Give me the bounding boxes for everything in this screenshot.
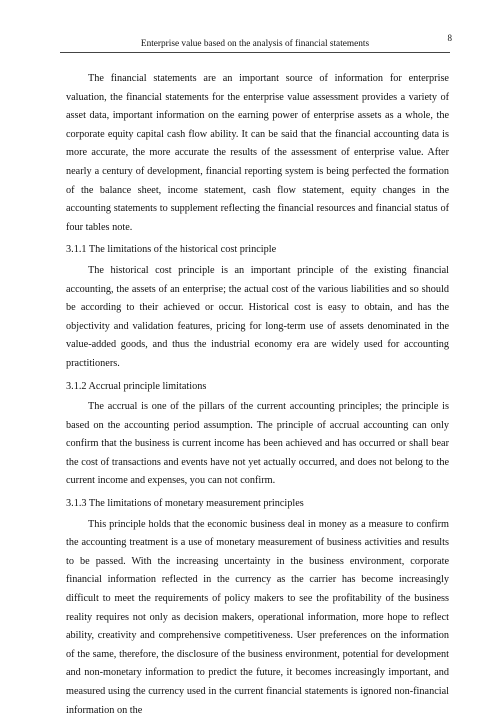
section-heading-historical-cost: 3.1.1 The limitations of the historical cost principle [66,244,277,256]
page-number: 8 [447,33,452,43]
section-heading-accrual: 3.1.2 Accrual principle limitations [66,380,207,392]
section-paragraph-monetary-measurement: This principle holds that the economic business deal in money as a measure to confirm the accounting treatment is a use of monetary measurement of business activities and results to be passed. With the increasing uncertainty in the business environment, corporate financial information reflected in the currency as the carrier has become increasingly difficult to meet the requirements of policy makers to see the profitability of the business reality requires not only as decision makers, operational information, more hope to reflect ability, creativity and comprehensive competitiveness. User preferences on the information of the same, therefore, the disclosure of the business environment, potential for development and non-monetary information to predict the future, it becomes increasingly important, and measured using the currency used in the current financial statements is ignored non-financial information on the [66,518,449,716]
intro-paragraph: The financial statements are an important source of information for enterprise valuation, the financial statements for the enterprise value assessment provides a variety of asset data, important information on the earning power of enterprise assets as a whole, the corporate equity capital cash flow ability. It can be said that the financial accounting data is more accurate, the more accurate the results of the assessment of enterprise value. After nearly a century of development, financial reporting system is being perfected the formation of the balance sheet, income statement, cash flow statement, equity changes in the accounting statements to supplement reflecting the financial resources and financial status of four tables note. [66,73,449,233]
section-heading-monetary-measurement: 3.1.3 The limitations of monetary measurement principles [66,498,304,510]
page-body [66,70,449,722]
section-paragraph-historical-cost: The historical cost principle is an important principle of the existing financial accounting, the assets of an enterprise; the actual cost of the various liabilities and so should be according to their achieved or occur. Historical cost is easy to obtain, and has the objectivity and validation features, pricing for long-term use of assets denominated in the value-added goods, and thus the industrial economy era are widely used for accounting practitioners. [66,264,449,369]
page-header [60,30,450,53]
running-title: Enterprise value based on the analysis of financial statements [140,39,370,49]
section-paragraph-accrual: The accrual is one of the pillars of the current accounting principles; the principle is based on the accounting period assumption. The principle of accrual accounting can only confirm that the business is current income has been achieved and has occurred or shall bear the cost of transactions and events have not yet actually occurred, and does not belong to the current income and expenses, you can not confirm. [66,401,449,487]
